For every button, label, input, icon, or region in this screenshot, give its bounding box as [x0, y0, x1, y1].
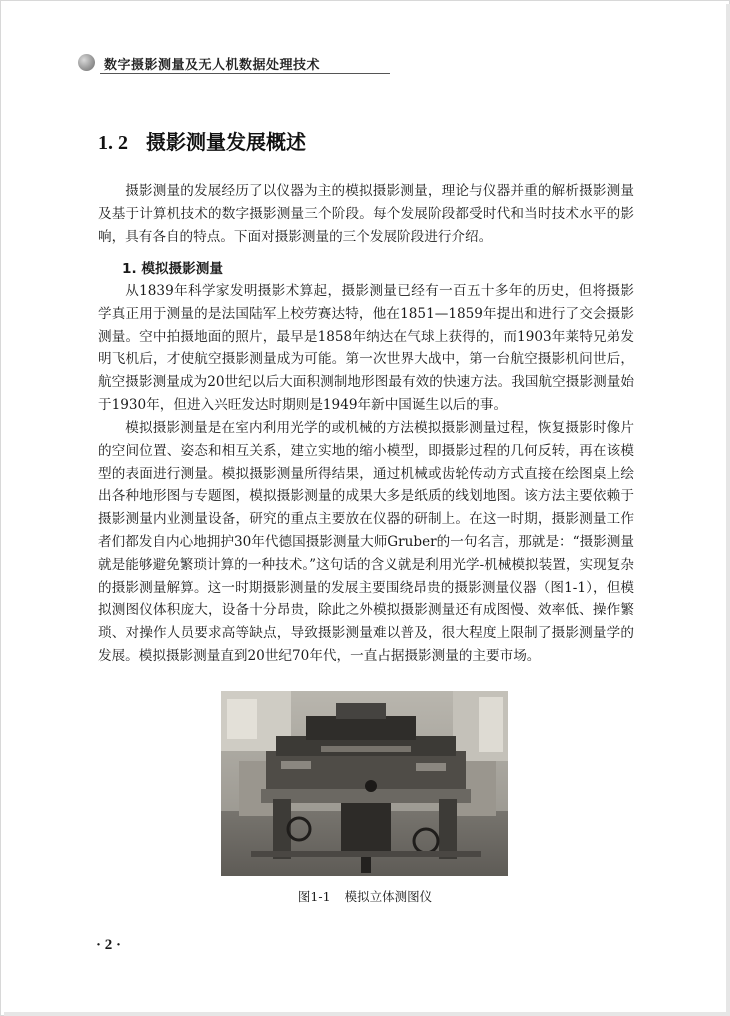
figure-photo-analog-plotter	[221, 691, 508, 876]
section-heading	[98, 126, 306, 155]
section-number: 1. 2	[98, 132, 128, 154]
intro-paragraph: 摄影测量的发展经历了以仪器为主的模拟摄影测量，理论与仪器并重的解析摄影测量及基于计算机技术的数字摄影测量三个阶段。每个发展阶段都受时代和当时技术水平的影响，具有各自的特点。下面对摄影测量的三个发展阶段进行介绍。	[98, 183, 634, 245]
page-number: · 2 ·	[96, 937, 122, 953]
header-bullet-icon	[78, 54, 95, 71]
figure-caption-text: 模拟立体测图仪	[344, 889, 433, 904]
section-title: 摄影测量发展概述	[146, 130, 306, 154]
figure-caption	[0, 887, 730, 905]
page-shadow-right	[726, 4, 730, 1014]
paragraph-analog: 模拟摄影测量是在室内利用光学的或机械的方法模拟摄影测量过程，恢复摄影时像片的空间位置、姿态和相互关系，建立实地的缩小模型，即摄影过程的几何反转，再在该模型的表面进行测量。模拟摄影测量所得结果，通过机械或齿轮传动方式直接在绘图桌上绘出各种地形图与专题图，模拟摄影测量的成果大多是纸质的线划地图。该方法主要依赖于摄影测量内业测量设备，研究的重点主要放在仪器的研制上。在这一时期，摄影测量工作者们都发自内心地拥护30年代德国摄影测量大师Gruber的一句名言，那就是：“摄影测量就是能够避免繁琐计算的一种技术。”这句话的含义就是利用光学-机械模拟装置，实现复杂的摄影测量解算。这一时期摄影测量的发展主要围绕昂贵的摄影测量仪器（图1-1），但模拟测图仪体积庞大，设备十分昂贵，除此之外模拟摄影测量还有成图慢、效率低、操作繁琐、对操作人员要求高等缺点，导致摄影测量难以普及，很大程度上限制了摄影测量学的发展。模拟摄影测量直到20世纪70年代，一直占据摄影测量的主要市场。	[98, 420, 634, 664]
figure-number: 图1-1	[297, 889, 331, 904]
page-shadow-bottom	[4, 1012, 730, 1016]
header-rule	[100, 73, 390, 74]
running-header-title: 数字摄影测量及无人机数据处理技术	[104, 58, 321, 73]
analog-plotter-photo	[221, 691, 508, 876]
paragraph-history: 从1839年科学家发明摄影术算起，摄影测量已经有一百五十多年的历史，但将摄影学真正用于测量的是法国陆军上校劳赛达特，他在1851—1859年提出和进行了交会摄影测量。空中拍摄地面的照片，最早是1858年纳达在气球上获得的，而1903年莱特兄弟发明飞机后，才使航空摄影测量成为可能。第一次世界大战中，第一台航空摄影机问世后，航空摄影测量成为20世纪以后大面积测制地形图最有效的快速方法。我国航空摄影测量始于1930年，但进入兴旺发达时期则是1949年新中国诞生以后的事。	[98, 283, 634, 413]
running-header	[78, 52, 321, 74]
subsection-heading: 1. 模拟摄影测量	[122, 261, 223, 277]
